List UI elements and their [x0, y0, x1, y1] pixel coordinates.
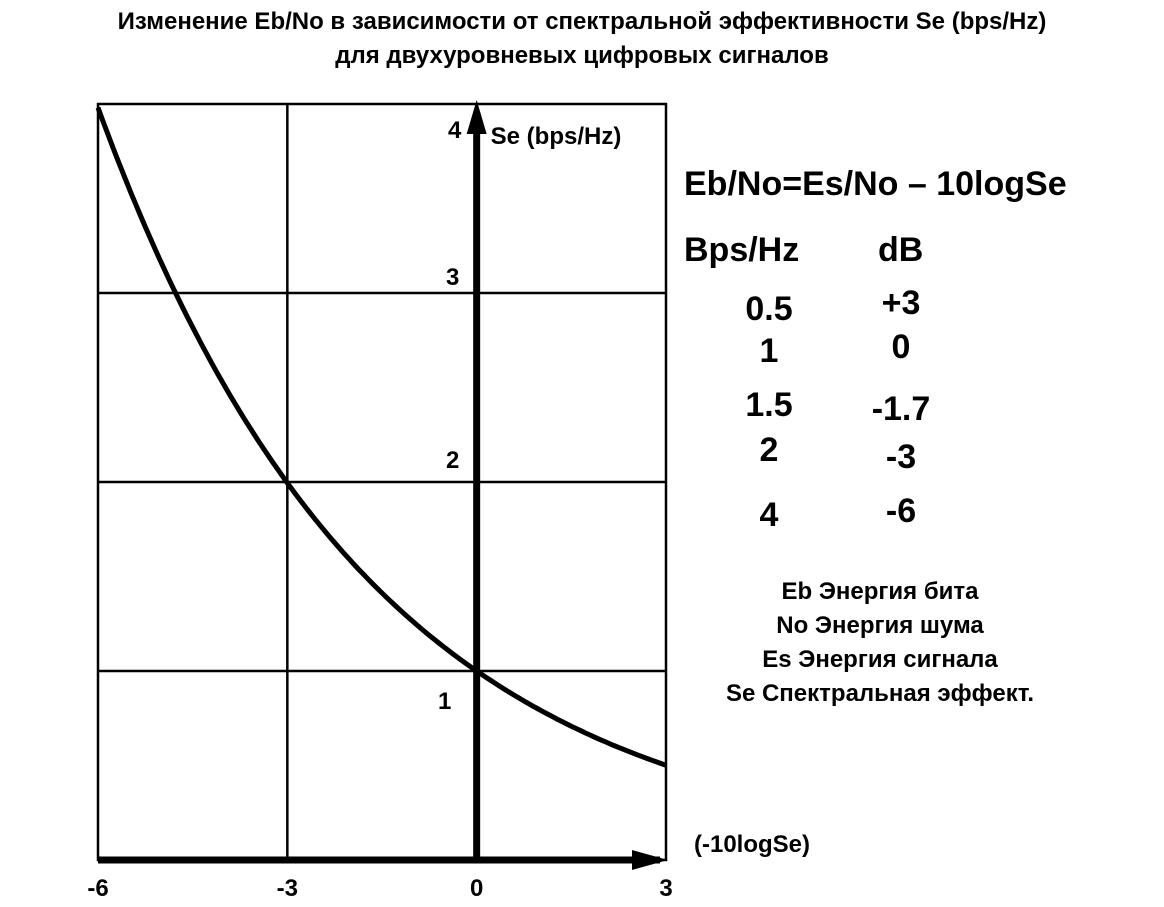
- table-cell-bps: 1.5: [745, 386, 793, 424]
- table-header-bps: Bps/Hz: [684, 231, 800, 269]
- x-tick-label: -6: [87, 875, 109, 902]
- y-tick-label: 2: [445, 447, 460, 474]
- table-cell-db: 0: [891, 328, 911, 366]
- legend-item: Es Энергия сигнала: [762, 646, 998, 673]
- table-cell-bps: 0.5: [745, 290, 793, 328]
- table-cell-db: +3: [881, 284, 921, 322]
- y-axis-label: Se (bps/Hz): [490, 123, 622, 150]
- legend-item: Eb Энергия бита: [781, 578, 979, 605]
- legend-item: Se Спектральная эффект.: [725, 680, 1035, 707]
- series-line: [98, 108, 666, 766]
- x-axis-label: (-10logSe): [694, 831, 811, 858]
- table-cell-db: -6: [885, 492, 917, 530]
- table-cell-bps: 2: [759, 431, 779, 469]
- x-tick-label: 3: [659, 875, 673, 902]
- table-header-db: dB: [878, 231, 924, 269]
- table-cell-db: -3: [885, 438, 917, 476]
- y-tick-label: 3: [445, 264, 460, 291]
- y-tick-label: 4: [447, 117, 462, 144]
- y-tick-label: 1: [437, 688, 452, 715]
- formula: Eb/No=Es/No – 10logSe: [684, 165, 1067, 203]
- legend-item: No Энергия шума: [776, 612, 984, 639]
- x-axis-arrow: [632, 850, 668, 870]
- table-cell-bps: 1: [759, 332, 779, 370]
- x-tick-label: 0: [469, 875, 484, 902]
- table-cell-db: -1.7: [871, 390, 931, 428]
- chart-title-line-1: Изменение Eb/No в зависимости от спектральной эффективности Se (bps/Hz): [117, 8, 1047, 35]
- table-cell-bps: 4: [759, 496, 779, 534]
- x-tick-label: -3: [276, 875, 299, 902]
- chart-title-line-2: для двухуровневых цифровых сигналов: [335, 42, 829, 69]
